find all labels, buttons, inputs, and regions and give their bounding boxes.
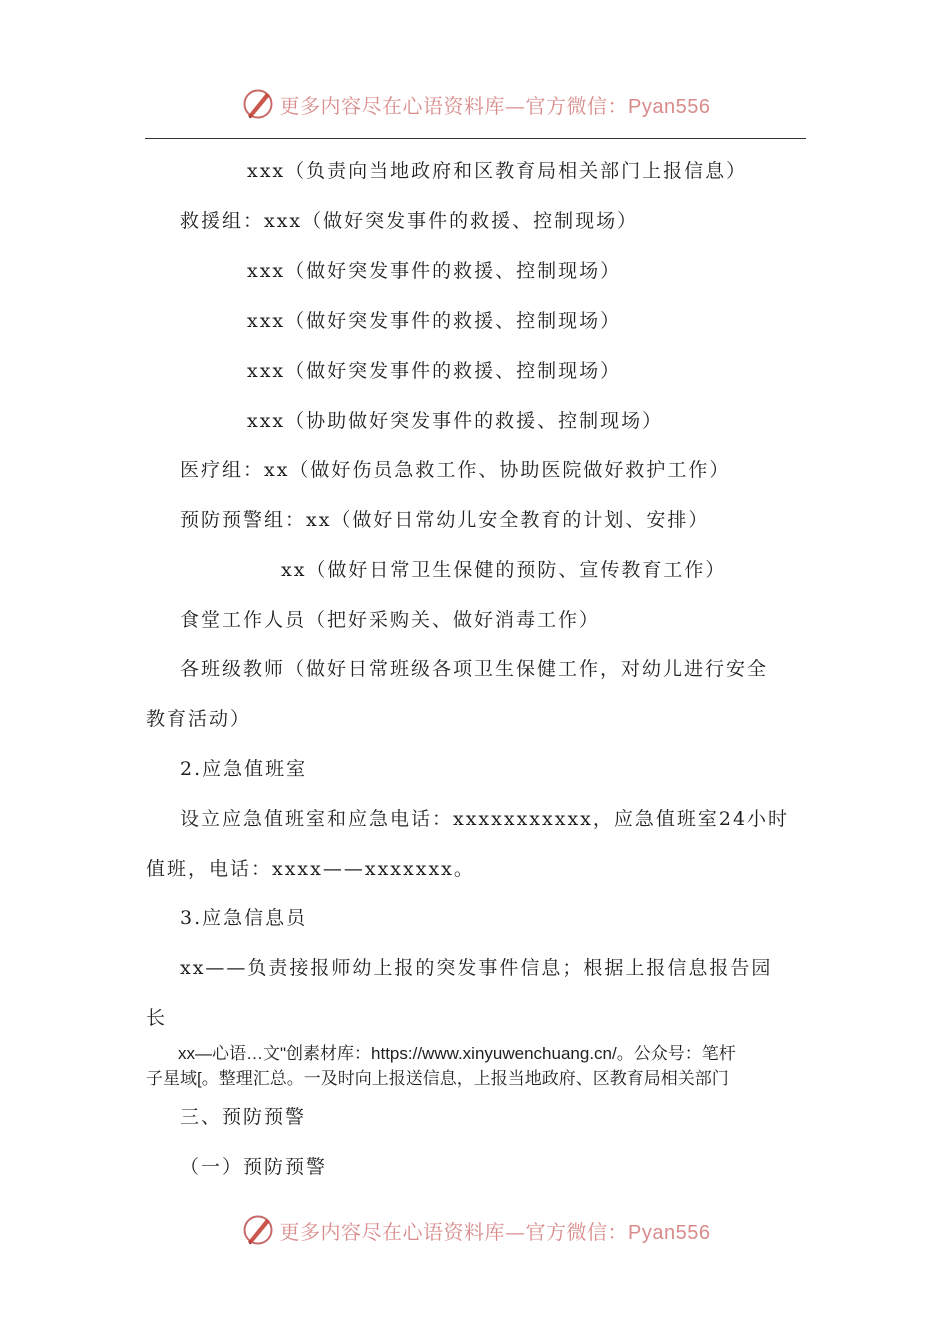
pen-logo-icon: [240, 86, 276, 122]
text-line: xxx（负责向当地政府和区教育局相关部门上报信息）: [247, 160, 748, 182]
header-divider: [145, 138, 806, 139]
header-watermark: [0, 82, 950, 126]
pen-logo-icon: [240, 1212, 276, 1248]
text-line: 子星域[。整理汇总。一及时向上报送信息，上报当地政府、区教育局相关部门: [146, 1069, 729, 1088]
footer-watermark: [0, 1208, 950, 1252]
section-heading: 三、预防预警: [180, 1106, 307, 1128]
text-line: xxx（做好突发事件的救援、控制现场）: [247, 260, 622, 282]
text-line: 各班级教师（做好日常班级各项卫生保健工作，对幼儿进行安全: [180, 658, 769, 680]
text-line: 救援组：xxx（做好突发事件的救援、控制现场）: [180, 210, 639, 232]
text-line: xxx（做好突发事件的救援、控制现场）: [247, 310, 622, 332]
text-line: 食堂工作人员（把好采购关、做好消毒工作）: [180, 609, 601, 631]
text-line: xxx（协助做好突发事件的救援、控制现场）: [247, 410, 664, 432]
text-line: 教育活动）: [146, 708, 252, 730]
text-line: xx（做好日常卫生保健的预防、宣传教育工作）: [281, 559, 727, 581]
text-line: xxx（做好突发事件的救援、控制现场）: [247, 360, 622, 382]
footer-watermark-text: 更多内容尽在心语资料库—官方微信：Pyan556: [279, 1219, 711, 1244]
text-line: 长: [146, 1007, 168, 1029]
text-line: xx——负责接报师幼上报的突发事件信息；根据上报信息报告园: [180, 957, 773, 979]
text-line: xx—心语…文"创素材库：https://www.xinyuwenchuang.cn/。公众号：笔杆: [178, 1044, 736, 1063]
text-line: 设立应急值班室和应急电话：xxxxxxxxxxx，应急值班室24小时: [180, 808, 790, 830]
subsection-heading: （一）预防预警: [180, 1156, 328, 1178]
section-heading: 2.应急值班室: [180, 758, 308, 780]
text-line: 预防预警组：xx（做好日常幼儿安全教育的计划、安排）: [180, 509, 710, 531]
text-line: 值班，电话：xxxx——xxxxxxx。: [146, 858, 475, 880]
text-line: 医疗组：xx（做好伤员急救工作、协助医院做好救护工作）: [180, 459, 731, 481]
section-heading: 3.应急信息员: [180, 907, 308, 929]
header-watermark-text: 更多内容尽在心语资料库—官方微信：Pyan556: [279, 93, 711, 118]
